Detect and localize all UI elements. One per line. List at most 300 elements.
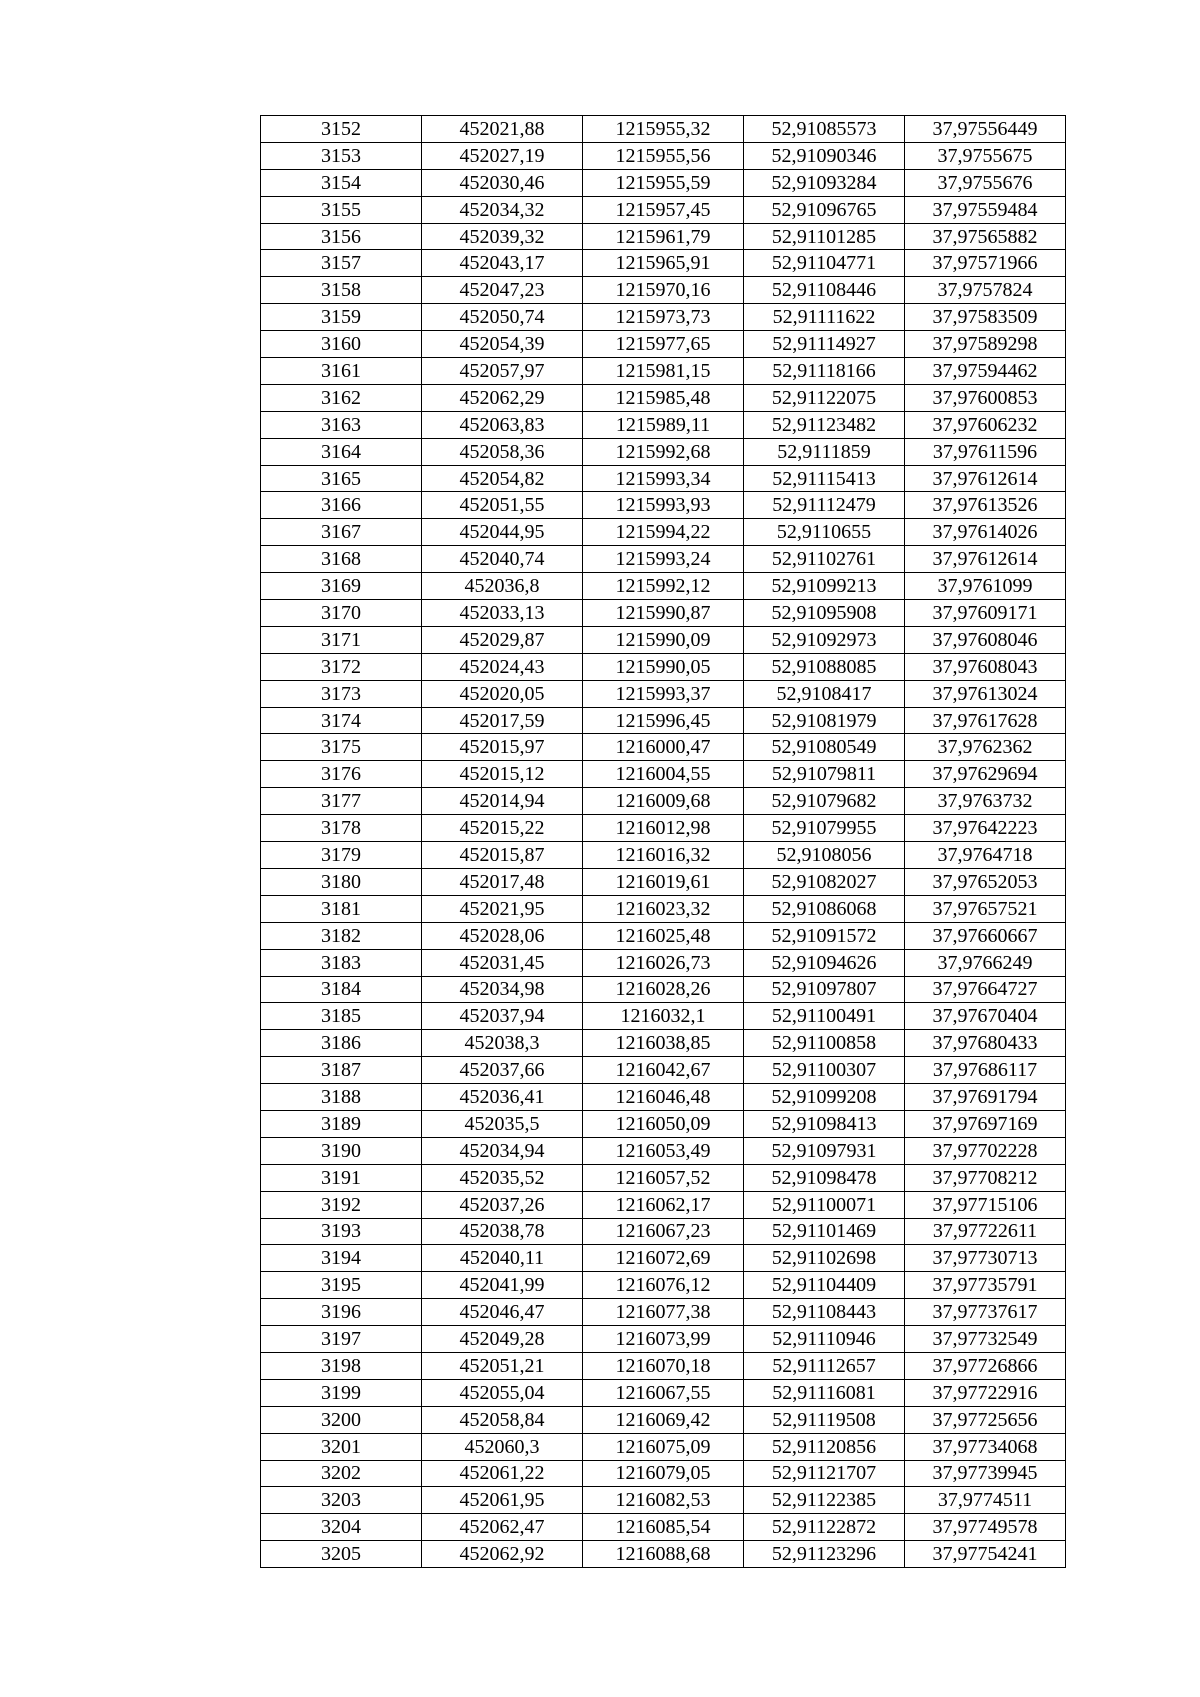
table-row xyxy=(261,1164,1066,1191)
y-coordinate-cell: 1215981,15 xyxy=(583,358,744,385)
longitude-cell: 37,97725656 xyxy=(905,1406,1066,1433)
y-coordinate-cell: 1215957,45 xyxy=(583,196,744,223)
x-coordinate-cell: 452027,19 xyxy=(422,142,583,169)
longitude-cell: 37,97617628 xyxy=(905,707,1066,734)
x-coordinate-cell: 452014,94 xyxy=(422,788,583,815)
y-coordinate-cell: 1215992,12 xyxy=(583,573,744,600)
table-row xyxy=(261,519,1066,546)
y-coordinate-cell: 1216053,49 xyxy=(583,1137,744,1164)
table-row xyxy=(261,1326,1066,1353)
table-row xyxy=(261,1299,1066,1326)
point-number-cell: 3165 xyxy=(261,465,422,492)
longitude-cell: 37,97556449 xyxy=(905,116,1066,143)
point-number-cell: 3202 xyxy=(261,1460,422,1487)
x-coordinate-cell: 452017,59 xyxy=(422,707,583,734)
longitude-cell: 37,97612614 xyxy=(905,546,1066,573)
longitude-cell: 37,97565882 xyxy=(905,223,1066,250)
y-coordinate-cell: 1216023,32 xyxy=(583,895,744,922)
x-coordinate-cell: 452031,45 xyxy=(422,949,583,976)
coordinates-table xyxy=(260,115,1066,1568)
point-number-cell: 3192 xyxy=(261,1191,422,1218)
point-number-cell: 3156 xyxy=(261,223,422,250)
latitude-cell: 52,91122385 xyxy=(744,1487,905,1514)
y-coordinate-cell: 1215990,05 xyxy=(583,653,744,680)
table-row xyxy=(261,1352,1066,1379)
x-coordinate-cell: 452035,52 xyxy=(422,1164,583,1191)
table-row xyxy=(261,1514,1066,1541)
table-row xyxy=(261,573,1066,600)
y-coordinate-cell: 1216067,55 xyxy=(583,1379,744,1406)
y-coordinate-cell: 1215994,22 xyxy=(583,519,744,546)
x-coordinate-cell: 452062,29 xyxy=(422,384,583,411)
longitude-cell: 37,97594462 xyxy=(905,358,1066,385)
point-number-cell: 3205 xyxy=(261,1541,422,1568)
x-coordinate-cell: 452021,88 xyxy=(422,116,583,143)
y-coordinate-cell: 1215970,16 xyxy=(583,277,744,304)
point-number-cell: 3173 xyxy=(261,680,422,707)
x-coordinate-cell: 452061,22 xyxy=(422,1460,583,1487)
point-number-cell: 3200 xyxy=(261,1406,422,1433)
x-coordinate-cell: 452047,23 xyxy=(422,277,583,304)
x-coordinate-cell: 452054,39 xyxy=(422,331,583,358)
y-coordinate-cell: 1216067,23 xyxy=(583,1218,744,1245)
table-row xyxy=(261,788,1066,815)
y-coordinate-cell: 1215993,93 xyxy=(583,492,744,519)
table-row xyxy=(261,815,1066,842)
point-number-cell: 3177 xyxy=(261,788,422,815)
x-coordinate-cell: 452017,48 xyxy=(422,868,583,895)
latitude-cell: 52,91097807 xyxy=(744,976,905,1003)
x-coordinate-cell: 452054,82 xyxy=(422,465,583,492)
table-row xyxy=(261,600,1066,627)
longitude-cell: 37,97686117 xyxy=(905,1057,1066,1084)
longitude-cell: 37,97708212 xyxy=(905,1164,1066,1191)
y-coordinate-cell: 1216016,32 xyxy=(583,842,744,869)
y-coordinate-cell: 1215955,59 xyxy=(583,169,744,196)
point-number-cell: 3166 xyxy=(261,492,422,519)
longitude-cell: 37,97670404 xyxy=(905,1003,1066,1030)
x-coordinate-cell: 452051,55 xyxy=(422,492,583,519)
table-row xyxy=(261,1030,1066,1057)
y-coordinate-cell: 1215985,48 xyxy=(583,384,744,411)
longitude-cell: 37,9762362 xyxy=(905,734,1066,761)
x-coordinate-cell: 452029,87 xyxy=(422,626,583,653)
point-number-cell: 3164 xyxy=(261,438,422,465)
point-number-cell: 3185 xyxy=(261,1003,422,1030)
point-number-cell: 3193 xyxy=(261,1218,422,1245)
x-coordinate-cell: 452055,04 xyxy=(422,1379,583,1406)
point-number-cell: 3162 xyxy=(261,384,422,411)
table-row xyxy=(261,411,1066,438)
latitude-cell: 52,91122075 xyxy=(744,384,905,411)
point-number-cell: 3160 xyxy=(261,331,422,358)
longitude-cell: 37,97608043 xyxy=(905,653,1066,680)
x-coordinate-cell: 452039,32 xyxy=(422,223,583,250)
latitude-cell: 52,91104409 xyxy=(744,1272,905,1299)
table-row xyxy=(261,734,1066,761)
point-number-cell: 3191 xyxy=(261,1164,422,1191)
y-coordinate-cell: 1215990,09 xyxy=(583,626,744,653)
longitude-cell: 37,9763732 xyxy=(905,788,1066,815)
y-coordinate-cell: 1216012,98 xyxy=(583,815,744,842)
table-row xyxy=(261,438,1066,465)
table-row xyxy=(261,922,1066,949)
latitude-cell: 52,91092973 xyxy=(744,626,905,653)
y-coordinate-cell: 1216028,26 xyxy=(583,976,744,1003)
latitude-cell: 52,9110655 xyxy=(744,519,905,546)
latitude-cell: 52,91114927 xyxy=(744,331,905,358)
x-coordinate-cell: 452058,36 xyxy=(422,438,583,465)
longitude-cell: 37,97559484 xyxy=(905,196,1066,223)
y-coordinate-cell: 1215996,45 xyxy=(583,707,744,734)
y-coordinate-cell: 1215993,37 xyxy=(583,680,744,707)
x-coordinate-cell: 452035,5 xyxy=(422,1110,583,1137)
point-number-cell: 3179 xyxy=(261,842,422,869)
longitude-cell: 37,97613526 xyxy=(905,492,1066,519)
longitude-cell: 37,97722916 xyxy=(905,1379,1066,1406)
y-coordinate-cell: 1215973,73 xyxy=(583,304,744,331)
table-row xyxy=(261,223,1066,250)
latitude-cell: 52,91080549 xyxy=(744,734,905,761)
latitude-cell: 52,91112657 xyxy=(744,1352,905,1379)
latitude-cell: 52,91100307 xyxy=(744,1057,905,1084)
table-row xyxy=(261,1084,1066,1111)
table-row xyxy=(261,895,1066,922)
y-coordinate-cell: 1216025,48 xyxy=(583,922,744,949)
table-row xyxy=(261,653,1066,680)
x-coordinate-cell: 452015,87 xyxy=(422,842,583,869)
latitude-cell: 52,91099208 xyxy=(744,1084,905,1111)
y-coordinate-cell: 1216026,73 xyxy=(583,949,744,976)
y-coordinate-cell: 1215993,24 xyxy=(583,546,744,573)
latitude-cell: 52,91108446 xyxy=(744,277,905,304)
point-number-cell: 3196 xyxy=(261,1299,422,1326)
y-coordinate-cell: 1215990,87 xyxy=(583,600,744,627)
point-number-cell: 3189 xyxy=(261,1110,422,1137)
x-coordinate-cell: 452043,17 xyxy=(422,250,583,277)
table-row xyxy=(261,842,1066,869)
x-coordinate-cell: 452034,32 xyxy=(422,196,583,223)
longitude-cell: 37,97735791 xyxy=(905,1272,1066,1299)
coordinates-table-body xyxy=(261,116,1066,1568)
table-row xyxy=(261,116,1066,143)
point-number-cell: 3168 xyxy=(261,546,422,573)
x-coordinate-cell: 452036,41 xyxy=(422,1084,583,1111)
longitude-cell: 37,9766249 xyxy=(905,949,1066,976)
point-number-cell: 3163 xyxy=(261,411,422,438)
table-row xyxy=(261,384,1066,411)
latitude-cell: 52,91095908 xyxy=(744,600,905,627)
point-number-cell: 3204 xyxy=(261,1514,422,1541)
y-coordinate-cell: 1215977,65 xyxy=(583,331,744,358)
point-number-cell: 3152 xyxy=(261,116,422,143)
longitude-cell: 37,97612614 xyxy=(905,465,1066,492)
y-coordinate-cell: 1216076,12 xyxy=(583,1272,744,1299)
latitude-cell: 52,91123296 xyxy=(744,1541,905,1568)
latitude-cell: 52,91123482 xyxy=(744,411,905,438)
latitude-cell: 52,91098413 xyxy=(744,1110,905,1137)
point-number-cell: 3182 xyxy=(261,922,422,949)
latitude-cell: 52,91099213 xyxy=(744,573,905,600)
x-coordinate-cell: 452050,74 xyxy=(422,304,583,331)
point-number-cell: 3157 xyxy=(261,250,422,277)
x-coordinate-cell: 452040,11 xyxy=(422,1245,583,1272)
point-number-cell: 3174 xyxy=(261,707,422,734)
point-number-cell: 3175 xyxy=(261,734,422,761)
latitude-cell: 52,91101469 xyxy=(744,1218,905,1245)
table-row xyxy=(261,1460,1066,1487)
point-number-cell: 3171 xyxy=(261,626,422,653)
longitude-cell: 37,97609171 xyxy=(905,600,1066,627)
y-coordinate-cell: 1216075,09 xyxy=(583,1433,744,1460)
latitude-cell: 52,91093284 xyxy=(744,169,905,196)
table-row xyxy=(261,761,1066,788)
y-coordinate-cell: 1216032,1 xyxy=(583,1003,744,1030)
latitude-cell: 52,91086068 xyxy=(744,895,905,922)
y-coordinate-cell: 1215955,56 xyxy=(583,142,744,169)
longitude-cell: 37,97754241 xyxy=(905,1541,1066,1568)
table-row xyxy=(261,250,1066,277)
latitude-cell: 52,9111859 xyxy=(744,438,905,465)
point-number-cell: 3199 xyxy=(261,1379,422,1406)
latitude-cell: 52,91115413 xyxy=(744,465,905,492)
y-coordinate-cell: 1216073,99 xyxy=(583,1326,744,1353)
table-row xyxy=(261,1003,1066,1030)
longitude-cell: 37,97730713 xyxy=(905,1245,1066,1272)
latitude-cell: 52,91079955 xyxy=(744,815,905,842)
x-coordinate-cell: 452049,28 xyxy=(422,1326,583,1353)
x-coordinate-cell: 452034,98 xyxy=(422,976,583,1003)
longitude-cell: 37,97737617 xyxy=(905,1299,1066,1326)
latitude-cell: 52,91111622 xyxy=(744,304,905,331)
y-coordinate-cell: 1216088,68 xyxy=(583,1541,744,1568)
latitude-cell: 52,91101285 xyxy=(744,223,905,250)
latitude-cell: 52,91102761 xyxy=(744,546,905,573)
x-coordinate-cell: 452046,47 xyxy=(422,1299,583,1326)
latitude-cell: 52,91108443 xyxy=(744,1299,905,1326)
latitude-cell: 52,9108417 xyxy=(744,680,905,707)
y-coordinate-cell: 1216038,85 xyxy=(583,1030,744,1057)
y-coordinate-cell: 1215965,91 xyxy=(583,250,744,277)
point-number-cell: 3203 xyxy=(261,1487,422,1514)
x-coordinate-cell: 452057,97 xyxy=(422,358,583,385)
latitude-cell: 52,91120856 xyxy=(744,1433,905,1460)
longitude-cell: 37,97660667 xyxy=(905,922,1066,949)
point-number-cell: 3167 xyxy=(261,519,422,546)
x-coordinate-cell: 452044,95 xyxy=(422,519,583,546)
x-coordinate-cell: 452015,97 xyxy=(422,734,583,761)
y-coordinate-cell: 1215992,68 xyxy=(583,438,744,465)
point-number-cell: 3194 xyxy=(261,1245,422,1272)
x-coordinate-cell: 452036,8 xyxy=(422,573,583,600)
longitude-cell: 37,9764718 xyxy=(905,842,1066,869)
point-number-cell: 3172 xyxy=(261,653,422,680)
table-row xyxy=(261,546,1066,573)
point-number-cell: 3158 xyxy=(261,277,422,304)
point-number-cell: 3198 xyxy=(261,1352,422,1379)
table-row xyxy=(261,1110,1066,1137)
longitude-cell: 37,97600853 xyxy=(905,384,1066,411)
longitude-cell: 37,97589298 xyxy=(905,331,1066,358)
latitude-cell: 52,91088085 xyxy=(744,653,905,680)
point-number-cell: 3155 xyxy=(261,196,422,223)
latitude-cell: 52,91079811 xyxy=(744,761,905,788)
point-number-cell: 3197 xyxy=(261,1326,422,1353)
x-coordinate-cell: 452030,46 xyxy=(422,169,583,196)
longitude-cell: 37,97734068 xyxy=(905,1433,1066,1460)
x-coordinate-cell: 452063,83 xyxy=(422,411,583,438)
x-coordinate-cell: 452060,3 xyxy=(422,1433,583,1460)
x-coordinate-cell: 452028,06 xyxy=(422,922,583,949)
table-row xyxy=(261,196,1066,223)
longitude-cell: 37,97680433 xyxy=(905,1030,1066,1057)
x-coordinate-cell: 452021,95 xyxy=(422,895,583,922)
table-row xyxy=(261,169,1066,196)
y-coordinate-cell: 1215955,32 xyxy=(583,116,744,143)
latitude-cell: 52,91100071 xyxy=(744,1191,905,1218)
y-coordinate-cell: 1216062,17 xyxy=(583,1191,744,1218)
longitude-cell: 37,97657521 xyxy=(905,895,1066,922)
longitude-cell: 37,9755676 xyxy=(905,169,1066,196)
longitude-cell: 37,97702228 xyxy=(905,1137,1066,1164)
x-coordinate-cell: 452040,74 xyxy=(422,546,583,573)
latitude-cell: 52,91096765 xyxy=(744,196,905,223)
latitude-cell: 52,9108056 xyxy=(744,842,905,869)
point-number-cell: 3201 xyxy=(261,1433,422,1460)
x-coordinate-cell: 452034,94 xyxy=(422,1137,583,1164)
point-number-cell: 3169 xyxy=(261,573,422,600)
point-number-cell: 3153 xyxy=(261,142,422,169)
latitude-cell: 52,91122872 xyxy=(744,1514,905,1541)
longitude-cell: 37,9757824 xyxy=(905,277,1066,304)
table-row xyxy=(261,868,1066,895)
table-row xyxy=(261,331,1066,358)
x-coordinate-cell: 452037,94 xyxy=(422,1003,583,1030)
point-number-cell: 3176 xyxy=(261,761,422,788)
table-row xyxy=(261,465,1066,492)
table-row xyxy=(261,1406,1066,1433)
latitude-cell: 52,91085573 xyxy=(744,116,905,143)
x-coordinate-cell: 452041,99 xyxy=(422,1272,583,1299)
x-coordinate-cell: 452015,22 xyxy=(422,815,583,842)
table-row xyxy=(261,1191,1066,1218)
y-coordinate-cell: 1216082,53 xyxy=(583,1487,744,1514)
y-coordinate-cell: 1216009,68 xyxy=(583,788,744,815)
longitude-cell: 37,97583509 xyxy=(905,304,1066,331)
longitude-cell: 37,97652053 xyxy=(905,868,1066,895)
table-row xyxy=(261,1218,1066,1245)
x-coordinate-cell: 452038,3 xyxy=(422,1030,583,1057)
latitude-cell: 52,91091572 xyxy=(744,922,905,949)
longitude-cell: 37,9755675 xyxy=(905,142,1066,169)
longitude-cell: 37,9774511 xyxy=(905,1487,1066,1514)
table-row xyxy=(261,1057,1066,1084)
y-coordinate-cell: 1216085,54 xyxy=(583,1514,744,1541)
longitude-cell: 37,97571966 xyxy=(905,250,1066,277)
table-row xyxy=(261,626,1066,653)
y-coordinate-cell: 1216057,52 xyxy=(583,1164,744,1191)
longitude-cell: 37,97749578 xyxy=(905,1514,1066,1541)
latitude-cell: 52,91116081 xyxy=(744,1379,905,1406)
latitude-cell: 52,91098478 xyxy=(744,1164,905,1191)
longitude-cell: 37,97613024 xyxy=(905,680,1066,707)
table-row xyxy=(261,949,1066,976)
table-row xyxy=(261,1137,1066,1164)
x-coordinate-cell: 452020,05 xyxy=(422,680,583,707)
longitude-cell: 37,97606232 xyxy=(905,411,1066,438)
longitude-cell: 37,97697169 xyxy=(905,1110,1066,1137)
point-number-cell: 3184 xyxy=(261,976,422,1003)
longitude-cell: 37,97691794 xyxy=(905,1084,1066,1111)
point-number-cell: 3154 xyxy=(261,169,422,196)
y-coordinate-cell: 1216079,05 xyxy=(583,1460,744,1487)
longitude-cell: 37,97722611 xyxy=(905,1218,1066,1245)
latitude-cell: 52,91090346 xyxy=(744,142,905,169)
y-coordinate-cell: 1216046,48 xyxy=(583,1084,744,1111)
longitude-cell: 37,97739945 xyxy=(905,1460,1066,1487)
table-row xyxy=(261,680,1066,707)
latitude-cell: 52,91094626 xyxy=(744,949,905,976)
point-number-cell: 3178 xyxy=(261,815,422,842)
latitude-cell: 52,91100858 xyxy=(744,1030,905,1057)
longitude-cell: 37,97629694 xyxy=(905,761,1066,788)
x-coordinate-cell: 452037,66 xyxy=(422,1057,583,1084)
x-coordinate-cell: 452061,95 xyxy=(422,1487,583,1514)
point-number-cell: 3183 xyxy=(261,949,422,976)
longitude-cell: 37,97715106 xyxy=(905,1191,1066,1218)
table-row xyxy=(261,358,1066,385)
y-coordinate-cell: 1215961,79 xyxy=(583,223,744,250)
latitude-cell: 52,91102698 xyxy=(744,1245,905,1272)
longitude-cell: 37,97608046 xyxy=(905,626,1066,653)
x-coordinate-cell: 452037,26 xyxy=(422,1191,583,1218)
x-coordinate-cell: 452058,84 xyxy=(422,1406,583,1433)
latitude-cell: 52,91110946 xyxy=(744,1326,905,1353)
point-number-cell: 3161 xyxy=(261,358,422,385)
table-row xyxy=(261,707,1066,734)
y-coordinate-cell: 1216004,55 xyxy=(583,761,744,788)
longitude-cell: 37,97664727 xyxy=(905,976,1066,1003)
x-coordinate-cell: 452051,21 xyxy=(422,1352,583,1379)
point-number-cell: 3181 xyxy=(261,895,422,922)
table-row xyxy=(261,976,1066,1003)
point-number-cell: 3187 xyxy=(261,1057,422,1084)
latitude-cell: 52,91121707 xyxy=(744,1460,905,1487)
x-coordinate-cell: 452015,12 xyxy=(422,761,583,788)
y-coordinate-cell: 1216042,67 xyxy=(583,1057,744,1084)
table-row xyxy=(261,1245,1066,1272)
latitude-cell: 52,91119508 xyxy=(744,1406,905,1433)
x-coordinate-cell: 452033,13 xyxy=(422,600,583,627)
latitude-cell: 52,91082027 xyxy=(744,868,905,895)
x-coordinate-cell: 452062,92 xyxy=(422,1541,583,1568)
point-number-cell: 3190 xyxy=(261,1137,422,1164)
table-row xyxy=(261,304,1066,331)
table-row xyxy=(261,277,1066,304)
point-number-cell: 3195 xyxy=(261,1272,422,1299)
x-coordinate-cell: 452062,47 xyxy=(422,1514,583,1541)
x-coordinate-cell: 452038,78 xyxy=(422,1218,583,1245)
longitude-cell: 37,97611596 xyxy=(905,438,1066,465)
longitude-cell: 37,97642223 xyxy=(905,815,1066,842)
latitude-cell: 52,91112479 xyxy=(744,492,905,519)
table-row xyxy=(261,1433,1066,1460)
y-coordinate-cell: 1216077,38 xyxy=(583,1299,744,1326)
point-number-cell: 3170 xyxy=(261,600,422,627)
table-row xyxy=(261,1487,1066,1514)
y-coordinate-cell: 1216050,09 xyxy=(583,1110,744,1137)
table-row xyxy=(261,1272,1066,1299)
